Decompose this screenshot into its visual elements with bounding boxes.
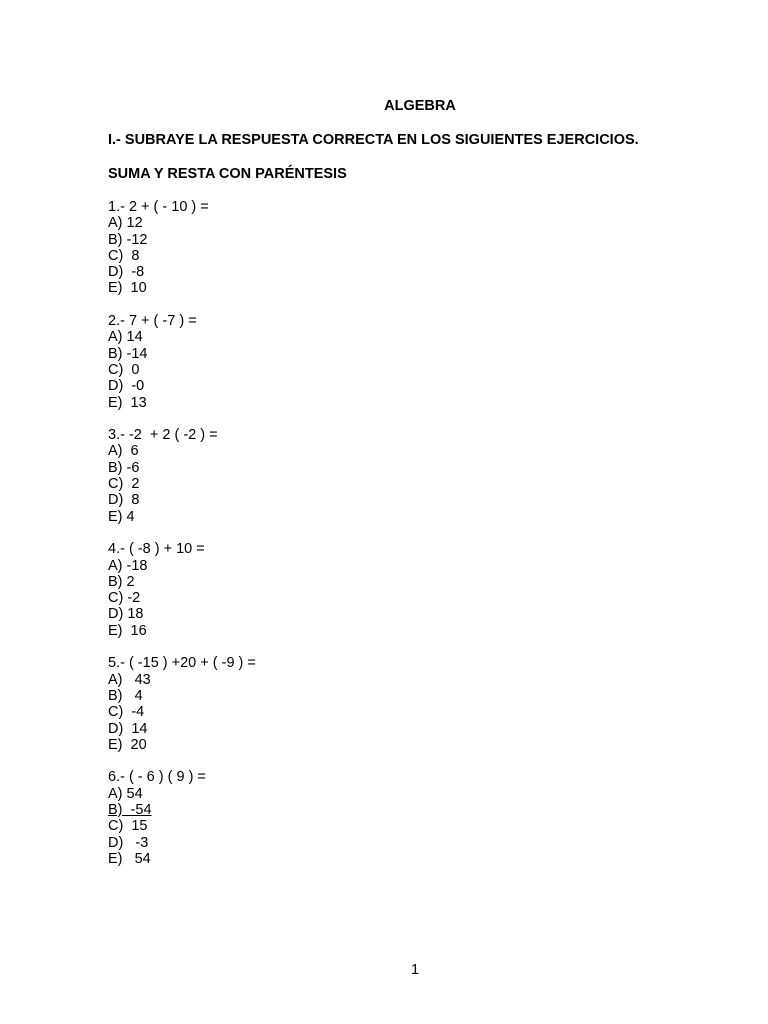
- answer-option: C) 0: [108, 361, 140, 378]
- exercise-6: [108, 769, 256, 867]
- answer-option: B) 2: [108, 573, 135, 590]
- document-title: ALGEBRA: [384, 98, 456, 114]
- answer-option: B) -12: [108, 231, 148, 248]
- exercise-question: 6.- ( - 6 ) ( 9 ) =: [108, 769, 206, 786]
- answer-option: C) 8: [108, 247, 140, 264]
- exercise-list: [108, 199, 256, 883]
- answer-option: D) 18: [108, 606, 144, 623]
- answer-option: E) 20: [108, 736, 147, 753]
- answer-option: D) -0: [108, 378, 145, 395]
- answer-option: D) 14: [108, 720, 148, 737]
- answer-option: A) 43: [108, 671, 151, 688]
- answer-option: E) 4: [108, 508, 135, 525]
- exercise-3: [108, 427, 256, 525]
- answer-option: C) 15: [108, 818, 148, 835]
- answer-option: E) 54: [108, 850, 151, 867]
- exercise-2: [108, 313, 256, 411]
- answer-option: A) 54: [108, 785, 143, 802]
- section-heading: SUMA Y RESTA CON PARÉNTESIS: [108, 166, 347, 182]
- exercise-question: 5.- ( -15 ) +20 + ( -9 ) =: [108, 655, 256, 672]
- underlined-answer-option: B) -54: [108, 801, 152, 818]
- answer-option: C) -2: [108, 590, 141, 607]
- exercise-4: [108, 541, 256, 639]
- answer-option: E) 10: [108, 280, 147, 297]
- answer-option: A) 6: [108, 443, 139, 460]
- exercise-question: 2.- 7 + ( -7 ) =: [108, 313, 197, 330]
- answer-option: B) -6: [108, 459, 140, 476]
- answer-option: D) 8: [108, 492, 140, 509]
- answer-option: B) 4: [108, 687, 143, 704]
- answer-option: D) -8: [108, 264, 145, 281]
- answer-option: C) -4: [108, 704, 145, 721]
- answer-option: D) -3: [108, 834, 149, 851]
- instruction-text: I.- SUBRAYE LA RESPUESTA CORRECTA EN LOS SIGUIENTES EJERCICIOS.: [108, 132, 639, 148]
- exercise-question: 4.- ( -8 ) + 10 =: [108, 541, 205, 558]
- answer-option: A) 12: [108, 215, 143, 232]
- answer-option: A) -18: [108, 557, 148, 574]
- answer-option: E) 13: [108, 394, 147, 411]
- exercise-1: [108, 199, 256, 297]
- answer-option: B) -14: [108, 345, 148, 362]
- exercise-question: 1.- 2 + ( - 10 ) =: [108, 199, 209, 215]
- answer-option: C) 2: [108, 476, 140, 493]
- exercise-5: [108, 655, 256, 753]
- answer-option: A) 14: [108, 329, 143, 346]
- page-number: 1: [410, 962, 420, 978]
- answer-option: E) 16: [108, 622, 147, 639]
- exercise-question: 3.- -2 + 2 ( -2 ) =: [108, 427, 218, 444]
